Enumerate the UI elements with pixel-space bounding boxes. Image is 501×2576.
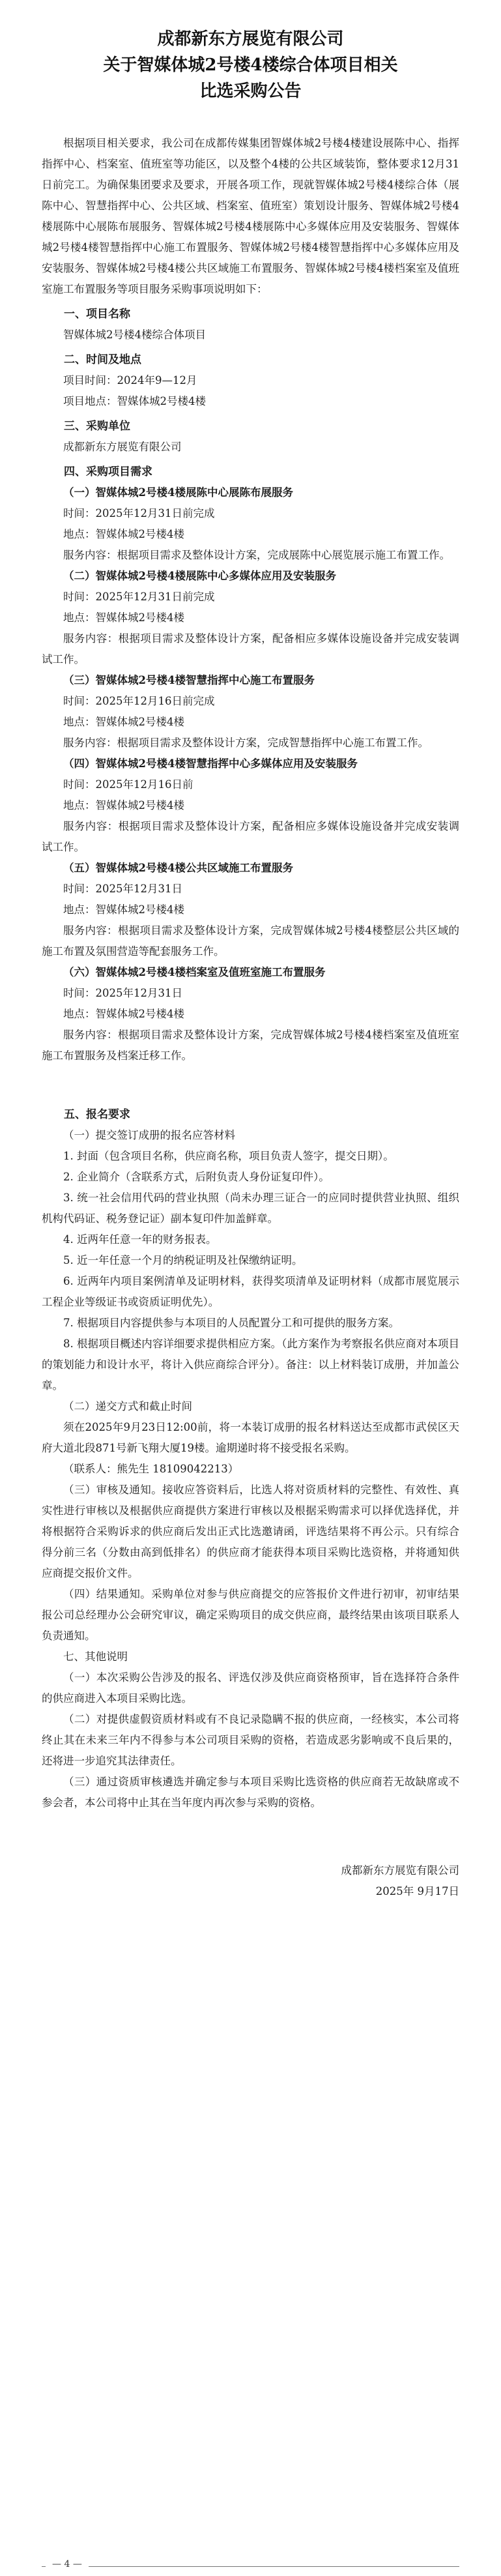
signature-date: 2025年 9月17日 <box>375 1885 459 1897</box>
requirement-paragraph: 2. 企业简介（含联系方式，后附负责人身份证复印件）。 <box>63 1171 330 1183</box>
title-line-3: 比选采购公告 <box>199 81 302 101</box>
requirement-paragraph: 7. 根据项目内容提供参与本项目的人员配置分工和可提供的服务方案。 <box>63 1317 399 1329</box>
requirement-paragraph: 5. 近一年任意一个月的纳税证明及社保缴纳证明。 <box>63 1254 303 1266</box>
item-time: 时间：2025年12月31日 <box>63 987 182 999</box>
section-heading-2: 二、时间及地点 <box>64 353 141 366</box>
signature-company: 成都新东方展览有限公司 <box>341 1864 459 1877</box>
requirement-paragraph: 3. 统一社会信用代码的营业执照（尚未办理三证合一的应同时提供营业执照、组织机构代码证、税务登记证）副本复印件加盖鲜章。 <box>42 1192 459 1225</box>
item-heading: （三）智媒体城2号楼4楼智慧指挥中心施工布置服务 <box>63 674 315 686</box>
contact-line: （联系人：熊先生 18109042213） <box>63 1463 239 1475</box>
requirement-paragraph: 8. 根据项目概述内容详细要求提供相应方案。（此方案作为考察报名供应商对本项目的策划能力和设计水平，将计入供应商综合评分）。备注：以上材料装订成册，并加盖公章。 <box>42 1338 459 1392</box>
item-content: 服务内容：根据项目需求及整体设计方案，配备相应多媒体设施设备并完成安装调试工作。 <box>42 820 459 853</box>
project-place: 项目地点：智媒体城2号楼4楼 <box>63 395 206 407</box>
signature-block <box>42 1860 459 1902</box>
item-place: 地点：智媒体城2号楼4楼 <box>63 528 184 540</box>
page-number-value: 4 <box>64 2559 70 2569</box>
title-line-1: 成都新东方展览有限公司 <box>157 29 344 49</box>
item-heading: （六）智媒体城2号楼4楼档案室及值班室施工布置服务 <box>63 966 326 978</box>
item-time: 时间：2025年12月16日前完成 <box>63 695 215 707</box>
section-spacer <box>42 1066 459 1100</box>
item-place: 地点：智媒体城2号楼4楼 <box>63 903 184 916</box>
item-heading: （一）智媒体城2号楼4楼展陈中心展陈布展服务 <box>63 486 293 499</box>
requirement-paragraph: （三）通过资质审核遴选并确定参与本项目采购比选资格的供应商若无故缺席或不参会者，本公司将中止其在当年度内再次参与采购的资格。 <box>42 1776 459 1809</box>
item-content: 服务内容：根据项目需求及整体设计方案，完成智媒体城2号楼4楼档案室及值班室施工布置服务及档案迁移工作。 <box>42 1029 459 1062</box>
requirement-paragraph: （三）审核及通知。接收应答资料后，比选人将对资质材料的完整性、有效性、真实性进行审核以及根据供应商提供方案进行审核以及根据采购需求可以择优选择优，并将根据符合采购诉求的供应商后发出正式比选邀请函，评选结果将不再公示。只有综合得分前三名（分数由高到低排名）的供应商才能获得本项目采购比选资格，并将通知供应商提交报价文件。 <box>42 1484 459 1579</box>
item-content: 服务内容：根据项目需求及整体设计方案，完成智慧指挥中心施工布置工作。 <box>63 737 429 749</box>
title-line-2: 关于智媒体城2号楼4楼综合体项目相关 <box>103 55 398 75</box>
item-heading: （五）智媒体城2号楼4楼公共区域施工布置服务 <box>63 862 293 874</box>
item-content: 服务内容：根据项目需求及整体设计方案，完成智媒体城2号楼4楼整层公共区域的施工布置及氛围营造等配套服务工作。 <box>42 924 459 958</box>
project-time: 项目时间：2024年9—12月 <box>63 374 197 387</box>
page-number: — 4 — <box>46 2559 89 2569</box>
section-heading-5: 五、报名要求 <box>64 1108 130 1121</box>
document-title <box>42 26 459 104</box>
item-content: 服务内容：根据项目需求及整体设计方案，配备相应多媒体设施设备并完成安装调试工作。 <box>42 632 459 666</box>
section-heading-4: 四、采购项目需求 <box>64 465 152 478</box>
item-place: 地点：智媒体城2号楼4楼 <box>63 716 184 728</box>
item-time: 时间：2025年12月31日前完成 <box>63 507 215 520</box>
project-name: 智媒体城2号楼4楼综合体项目 <box>63 329 206 341</box>
requirement-paragraph: 1. 封面（包含项目名称，供应商名称，项目负责人签字，提交日期）。 <box>63 1150 394 1162</box>
purchaser-name: 成都新东方展览有限公司 <box>63 441 182 453</box>
section-heading-3: 三、采购单位 <box>64 420 130 433</box>
page-footer <box>0 2558 501 2576</box>
other-notes-heading: 七、其他说明 <box>63 1650 128 1663</box>
requirement-paragraph: （一）本次采购公告涉及的报名、评选仅涉及供应商资格预审，旨在选择符合条件的供应商进入本项目采购比选。 <box>42 1671 459 1705</box>
requirement-paragraph: （二）对提供虚假资质材料或有不良记录隐瞒不报的供应商，一经核实，本公司将终止其在未来三年内不得参与本公司项目采购的资格，若造成恶劣影响或不良后果的，还将进一步追究其法律责任。 <box>42 1713 459 1767</box>
item-place: 地点：智媒体城2号楼4楼 <box>63 611 184 624</box>
item-time: 时间：2025年12月31日前完成 <box>63 591 215 603</box>
requirement-paragraph: （四）结果通知。采购单位对参与供应商提交的应答报价文件进行初审，初审结果报公司总经理办公会研究审议，确定采购项目的成交供应商，最终结果由该项目联系人负责通知。 <box>42 1588 459 1642</box>
intro-paragraph: 根据项目相关要求，我公司在成都传媒集团智媒体城2号楼4楼建设展陈中心、指挥指挥中心、档案室、值班室等功能区，以及整个4楼的公共区域装饰，整体要求12月31日前完工。为确保集团要求及要求，开展各项工作，现就智媒体城2号楼4楼综合体（展陈中心、智慧指挥中心、公共区域、档案室、值班室）策划设计服务、智媒体城2号楼4楼展陈中心展陈布展服务、智媒体城2号楼4楼展陈中心多媒体应用及安装服务、智媒体城2号楼4楼智慧指挥中心施工布置服务、智媒体城2号楼4楼智慧指挥中心多媒体应用及安装服务、智媒体城2号楼4楼公共区域施工布置服务、智媒体城2号楼4楼档案室及值班室施工布置服务等项目服务采购事项说明如下： <box>42 137 459 295</box>
requirement-paragraph: （二）递交方式和截止时间 <box>63 1400 192 1412</box>
document-body <box>42 133 459 1902</box>
requirement-paragraph: 须在2025年9月23日12:00前，将一本装订成册的报名材料送达至成都市武侯区天府大道北段871号新飞翔大厦19楼。逾期递时将不接受报名采购。 <box>42 1421 459 1454</box>
item-place: 地点：智媒体城2号楼4楼 <box>63 1008 184 1020</box>
item-content: 服务内容：根据项目需求及整体设计方案，完成展陈中心展览展示施工布置工作。 <box>63 549 450 561</box>
requirement-paragraph: （一）提交签订成册的报名应答材料 <box>63 1129 235 1141</box>
footer-divider <box>42 2566 459 2567</box>
requirement-paragraph: 4. 近两年任意一年的财务报表。 <box>63 1233 217 1246</box>
item-heading: （四）智媒体城2号楼4楼智慧指挥中心多媒体应用及安装服务 <box>63 757 358 770</box>
item-heading: （二）智媒体城2号楼4楼展陈中心多媒体应用及安装服务 <box>63 570 336 582</box>
item-place: 地点：智媒体城2号楼4楼 <box>63 799 184 812</box>
section-heading-1: 一、项目名称 <box>64 308 130 321</box>
item-time: 时间：2025年12月16日前 <box>63 778 193 791</box>
requirement-paragraph: 6. 近两年内项目案例清单及证明材料，获得奖项清单及证明材料（成都市展览展示工程企业等级证书或资质证明优先）。 <box>42 1275 459 1308</box>
item-time: 时间：2025年12月31日 <box>63 883 182 895</box>
